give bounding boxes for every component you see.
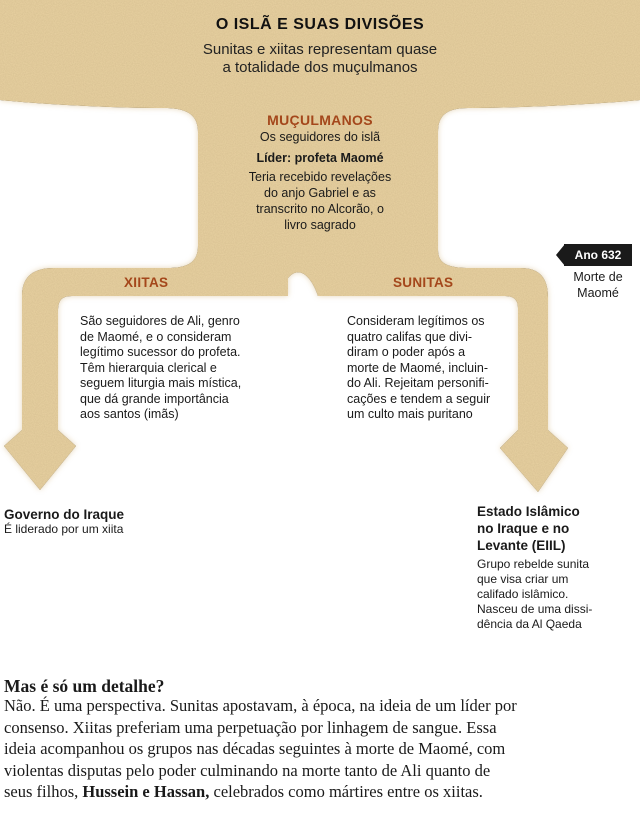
- xiitas-line: que dá grande importância: [80, 391, 229, 406]
- sunitas-line: Consideram legítimos os: [347, 314, 485, 328]
- year-badge: Ano 632: [564, 244, 632, 266]
- sunitas-heading: SUNITAS: [393, 275, 454, 290]
- page-subtitle: [0, 41, 640, 77]
- article-question: Mas é só um detalhe?: [4, 676, 165, 696]
- article-text: seus filhos,: [4, 782, 83, 801]
- xiitas-line: seguem liturgia mais mística,: [80, 376, 242, 390]
- eiil-title: [477, 503, 627, 554]
- muculmanos-subheading: Os seguidores do islã: [259, 130, 381, 144]
- article-line: Não. É uma perspectiva. Sunitas apostavam, à época, na ideia de um líder por: [4, 696, 517, 715]
- article-line: violentas disputas pelo poder culminando na morte tanto de Ali quanto de: [4, 760, 491, 780]
- subtitle-line: Sunitas e xiitas representam quase: [202, 41, 438, 58]
- event-line: Morte de: [573, 270, 623, 284]
- sunitas-line: quatro califas que divi-: [347, 329, 473, 344]
- xiitas-line: de Maomé, e o consideram: [80, 329, 232, 344]
- article-text: celebrados como mártires entre os xiitas.: [209, 782, 483, 801]
- page-title: O ISLÃ E SUAS DIVISÕES: [215, 16, 425, 33]
- muculmanos-leader: Líder: profeta Maomé: [256, 151, 384, 165]
- article-line: consenso. Xiitas preferiam uma perpetuação por linhagem de sangue. Essa: [4, 717, 497, 737]
- eiil-desc-line: Grupo rebelde sunita: [477, 557, 590, 571]
- description-line: Teria recebido revelações: [248, 170, 392, 184]
- eiil-desc-line: dência da Al Qaeda: [477, 617, 582, 631]
- iraq-government-title: Governo do Iraque: [4, 507, 125, 522]
- muculmanos-heading: MUÇULMANOS: [267, 112, 373, 128]
- eiil-desc-line: que visa criar um: [477, 572, 569, 586]
- xiitas-line: Têm hierarquia clerical e: [80, 360, 217, 375]
- description-line: transcrito no Alcorão, o: [256, 202, 384, 216]
- xiitas-line: aos santos (imãs): [80, 407, 179, 421]
- subtitle-line: a totalidade dos muçulmanos: [222, 59, 418, 76]
- xiitas-line: legítimo sucessor do profeta.: [80, 345, 241, 359]
- article-emphasis: Hussein e Hassan,: [82, 782, 210, 801]
- sunitas-line: cações e tendem a seguir: [347, 391, 491, 406]
- sunitas-line: morte de Maomé, incluin-: [347, 360, 489, 375]
- description-line: do anjo Gabriel e as: [264, 186, 376, 200]
- description-line: livro sagrado: [284, 218, 356, 232]
- xiitas-line: São seguidores de Ali, genro: [80, 314, 240, 328]
- eiil-desc-line: Nasceu de uma dissi-: [477, 602, 593, 616]
- event-line: Maomé: [577, 286, 619, 300]
- iraq-government-desc: É liderado por um xiita: [4, 522, 124, 536]
- muculmanos-description: [200, 169, 440, 233]
- xiitas-heading: XIITAS: [124, 275, 169, 290]
- sunitas-line: do Ali. Rejeitam personifi-: [347, 376, 489, 390]
- sunitas-line: um culto mais puritano: [347, 407, 473, 421]
- eiil-desc-line: califado islâmico.: [477, 587, 569, 601]
- eiil-description: [477, 557, 617, 632]
- article-body: [4, 695, 638, 803]
- article-line-last: [4, 781, 638, 803]
- sunitas-line: diram o poder após a: [347, 345, 466, 359]
- article-line: ideia acompanhou os grupos nas décadas seguintes à morte de Maomé, com: [4, 739, 506, 758]
- year-event: [556, 269, 640, 301]
- eiil-title-line: no Iraque e no: [477, 521, 570, 536]
- eiil-title-line: Estado Islâmico: [477, 504, 580, 519]
- xiitas-description: [80, 314, 270, 423]
- sunitas-description: [347, 314, 517, 423]
- eiil-title-line: Levante (EIIL): [477, 538, 566, 553]
